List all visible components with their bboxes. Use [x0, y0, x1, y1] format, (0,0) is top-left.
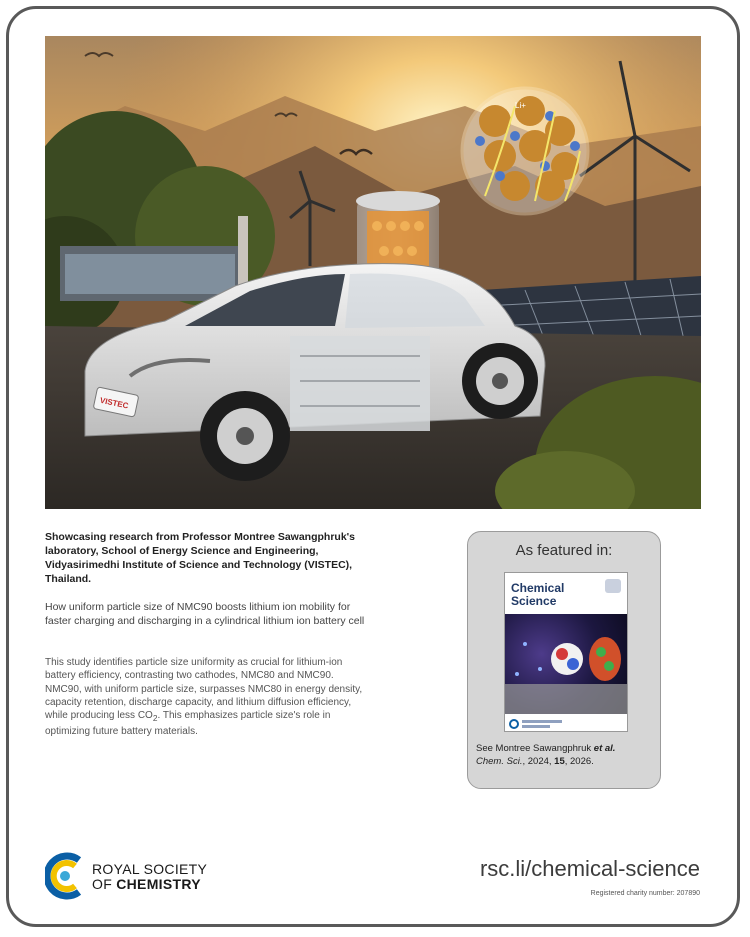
rsc-org-name: [92, 862, 207, 892]
cover-footer-text: [522, 720, 562, 723]
summary-part2: . This emphasizes particle size's role in optimizing future battery materials.: [45, 710, 331, 738]
cover-issue-badge: [605, 579, 621, 593]
citation-volume: 15: [554, 755, 565, 767]
org-line2-bold: CHEMISTRY: [116, 876, 201, 892]
particle-diagram: [462, 88, 588, 214]
article-summary: [45, 656, 370, 739]
cover-footer-text: [522, 725, 550, 728]
cover-footer: [505, 715, 627, 732]
hero-scene: [45, 36, 701, 509]
cover-artwork: [505, 614, 627, 714]
rsc-mini-logo-icon: [509, 719, 519, 729]
org-line2-prefix: OF: [92, 876, 117, 892]
org-name-line1: ROYAL SOCIETY: [92, 861, 208, 877]
article-subtitle: How uniform particle size of NMC90 boosts lithium ion mobility for faster charging and discharging in a cylindrical lithium ion battery cell: [45, 601, 365, 627]
citation-prefix: See Montree Sawangphruk: [476, 743, 594, 754]
org-name-line2: [92, 877, 207, 892]
citation: [476, 743, 656, 768]
cover-title-line2: Science: [511, 593, 557, 608]
charity-number: Registered charity number: 207890: [590, 890, 700, 897]
ion-label: Li+: [515, 101, 526, 110]
hero-illustration: [45, 36, 701, 509]
summary-part1: This study identifies particle size uniformity as crucial for lithium-ion battery efficiency, contrasting two cathodes, NMC80 and NMC90. NMC90, with uniform particle size, surpasses NMC80 in energy density, capacity retention, discharge capacity, and lithium diffusion efficiency, while producing less CO: [45, 657, 363, 722]
cover-journal-title: [511, 582, 564, 607]
summary-subscript: 2: [152, 713, 158, 724]
citation-journal: Chem. Sci.: [476, 755, 523, 767]
showcase-heading: Showcasing research from Professor Montree Sawangphruk's laboratory, School of Energy Science and Engineering, Vidyasirimedhi Institute of Science and Technology (VISTEC), Thailand.: [45, 531, 356, 585]
featured-title: As featured in:: [515, 542, 613, 559]
featured-panel: [467, 531, 661, 789]
rsc-logo-icon: [45, 852, 85, 900]
citation-pages: , 2026.: [564, 755, 594, 767]
journal-url-link[interactable]: rsc.li/chemical-science: [479, 856, 700, 881]
journal-cover[interactable]: [504, 572, 628, 732]
citation-year: , 2024,: [522, 755, 555, 767]
citation-etal: et al.: [593, 743, 616, 754]
cover-title-line1: Chemical: [511, 581, 565, 595]
cover-art-svg: [505, 614, 627, 714]
car-badge: VISTEC: [99, 395, 130, 411]
